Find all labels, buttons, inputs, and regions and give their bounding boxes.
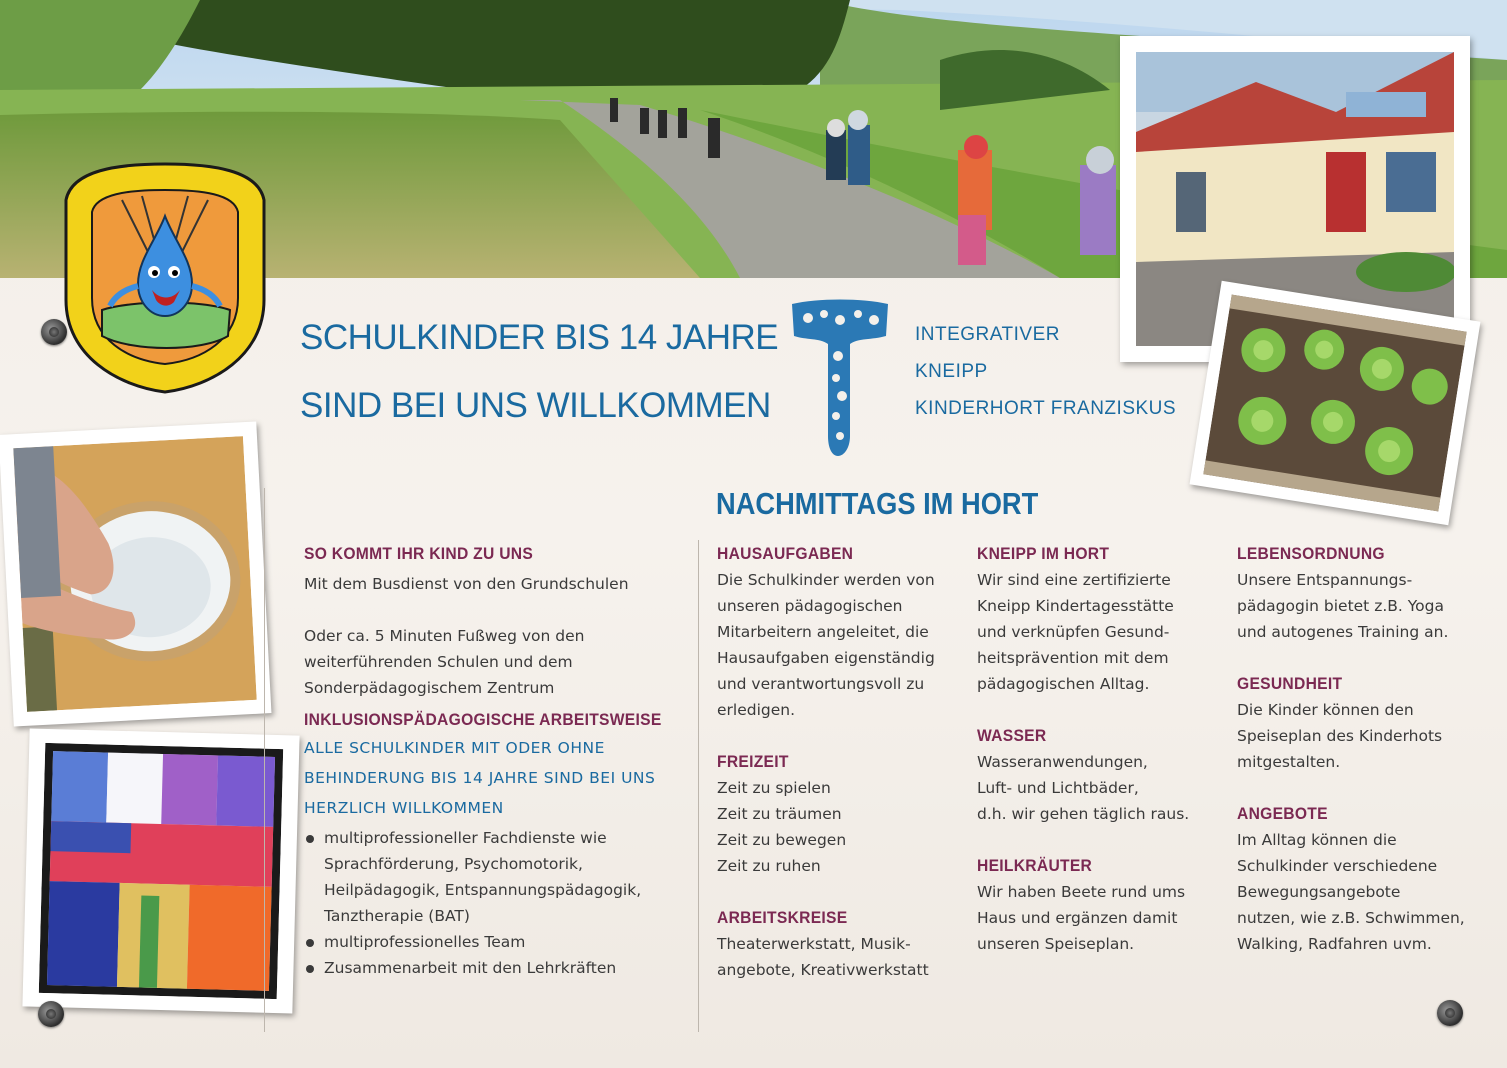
- divider: [264, 488, 265, 1032]
- text-line: Wir sind eine zertifizierte: [977, 571, 1171, 589]
- headline-line-2: SIND BEI UNS WILLKOMMEN: [300, 386, 771, 425]
- text-line: pädagogin bietet z.B. Yoga: [1237, 597, 1444, 615]
- text-line: Haus und ergänzen damit: [977, 909, 1178, 927]
- text-line: Im Alltag können die: [1237, 831, 1397, 849]
- main-headline: [300, 318, 778, 454]
- text-line: Schulkinder verschiedene: [1237, 857, 1438, 875]
- text-line: Sprachförderung, Psychomotorik,: [324, 855, 583, 873]
- tau-cross-icon: [788, 296, 892, 458]
- text-line: und autogenes Training an.: [1237, 623, 1449, 641]
- text-line: weiterführenden Schulen und dem: [304, 653, 573, 671]
- text-line: multiprofessioneller Fachdienste wie: [324, 829, 607, 847]
- heading-herbs: HEILKRÄUTER: [977, 856, 1093, 875]
- text-line: Wir haben Beete rund ums: [977, 883, 1186, 901]
- heading-arrival: SO KOMMT IHR KIND ZU UNS: [304, 544, 534, 563]
- heading-homework: HAUSAUFGABEN: [717, 544, 854, 563]
- text-line: d.h. wir gehen täglich raus.: [977, 805, 1190, 823]
- text-line: erledigen.: [717, 701, 796, 719]
- text-line: Heilpädagogik, Entspannungspädagogik,: [324, 881, 642, 899]
- heading-health: GESUNDHEIT: [1237, 674, 1343, 693]
- heading-freetime: FREIZEIT: [717, 752, 789, 771]
- heading-offers: ANGEBOTE: [1237, 804, 1328, 823]
- text-line: Bewegungsangebote: [1237, 883, 1401, 901]
- text-line: Hausaufgaben eigenständig: [717, 649, 935, 667]
- text-line: und verknüpfen Gesund-: [977, 623, 1170, 641]
- text-line: Mitarbeitern angeleitet, die: [717, 623, 929, 641]
- list-item: Zusammenarbeit mit den Lehrkräften: [304, 955, 694, 981]
- divider: [698, 540, 699, 1032]
- text-line: und verantwortungsvoll zu: [717, 675, 925, 693]
- text-line: unseren Speiseplan.: [977, 935, 1135, 953]
- text-line: Die Schulkinder werden von: [717, 571, 935, 589]
- text-line: Unsere Entspannungs-: [1237, 571, 1413, 589]
- hort-name-line-3: KINDERHORT FRANZISKUS: [915, 398, 1177, 419]
- hort-name: [915, 322, 1176, 433]
- text-line: Walking, Radfahren uvm.: [1237, 935, 1432, 953]
- heading-workgroups: ARBEITSKREISE: [717, 908, 848, 927]
- heading-inclusion: INKLUSIONSPÄDAGOGISCHE ARBEITSWEISE: [304, 710, 662, 729]
- photo-herb-garden: [1190, 281, 1481, 525]
- text-line: Zeit zu bewegen: [717, 831, 847, 849]
- headline-line-1: SCHULKINDER BIS 14 JAHRE: [300, 318, 779, 357]
- text-line: Die Kinder können den: [1237, 701, 1414, 719]
- text-line: Kneipp Kindertagesstätte: [977, 597, 1174, 615]
- photo-child-painting: [22, 729, 299, 1014]
- blue-line: BEHINDERUNG BIS 14 JAHRE SIND BEI UNS: [304, 769, 656, 787]
- screw-icon: [41, 319, 67, 345]
- text-line: heitsprävention mit dem: [977, 649, 1169, 667]
- text-line: Wasseranwendungen,: [977, 753, 1148, 771]
- text-line: Sonderpädagogischem Zentrum: [304, 679, 555, 697]
- screw-icon: [1437, 1000, 1463, 1026]
- text-line: Mit dem Busdienst von den Grundschulen: [304, 575, 629, 593]
- blue-line: ALLE SCHULKINDER MIT ODER OHNE: [304, 739, 605, 757]
- kneipp-logo: [62, 160, 268, 396]
- blue-line: HERZLICH WILLKOMMEN: [304, 799, 504, 817]
- text-line: Zeit zu träumen: [717, 805, 842, 823]
- screw-icon: [38, 1001, 64, 1027]
- column-homework: [717, 541, 967, 983]
- heading-lifestyle: LEBENSORDNUNG: [1237, 544, 1385, 563]
- column-lifestyle: [1237, 541, 1487, 957]
- heading-kneipp: KNEIPP IM HORT: [977, 544, 1110, 563]
- text-line: Tanztherapie (BAT): [324, 907, 470, 925]
- column-arrival: [304, 541, 694, 981]
- text-line: Oder ca. 5 Minuten Fußweg von den: [304, 627, 585, 645]
- text-line: nutzen, wie z.B. Schwimmen,: [1237, 909, 1465, 927]
- text-line: Zeit zu spielen: [717, 779, 831, 797]
- hort-name-line-2: KNEIPP: [915, 361, 988, 382]
- text-line: angebote, Kreativwerkstatt: [717, 961, 929, 979]
- bullet-list: [304, 825, 694, 981]
- heading-water: WASSER: [977, 726, 1047, 745]
- text-line: Luft- und Lichtbäder,: [977, 779, 1139, 797]
- text-line: mitgestalten.: [1237, 753, 1341, 771]
- text-line: Zeit zu ruhen: [717, 857, 821, 875]
- list-item: [304, 825, 694, 929]
- section-title: NACHMITTAGS IM HORT: [716, 486, 1039, 521]
- photo-hand-bath: [0, 421, 271, 726]
- text-line: Theaterwerkstatt, Musik-: [717, 935, 911, 953]
- hort-name-line-1: INTEGRATIVER: [915, 324, 1060, 345]
- text-line: Speiseplan des Kinderhots: [1237, 727, 1443, 745]
- text-line: unseren pädagogischen: [717, 597, 903, 615]
- text-line: pädagogischen Alltag.: [977, 675, 1150, 693]
- column-kneipp: [977, 541, 1227, 957]
- list-item: multiprofessionelles Team: [304, 929, 694, 955]
